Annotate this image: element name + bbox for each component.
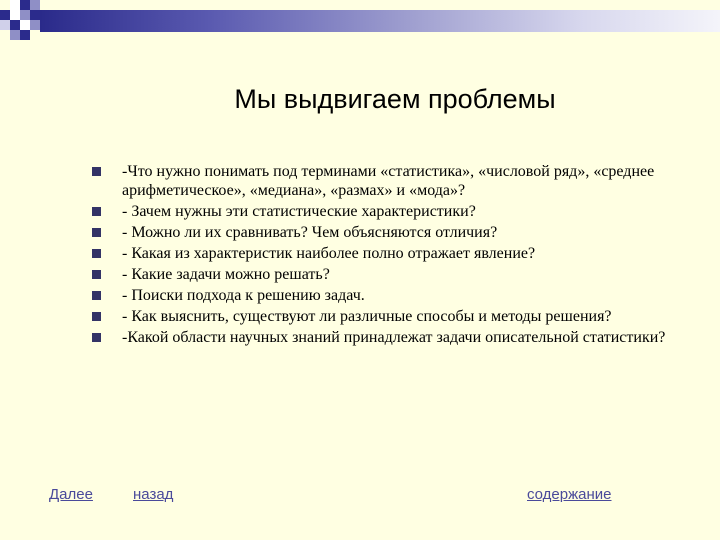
list-item (92, 223, 692, 242)
list-item (92, 244, 692, 263)
decor-square (10, 10, 20, 20)
decor-square (30, 10, 40, 20)
list-item (92, 202, 692, 221)
question-text: - Можно ли их сравнивать? Чем объясняются отличия? (122, 224, 498, 241)
header-gradient-bar (40, 10, 720, 32)
header-decoration (0, 0, 720, 42)
decor-square (10, 20, 20, 30)
square-bullet-icon (92, 291, 101, 300)
decor-square (20, 0, 30, 10)
decor-square (10, 0, 20, 10)
list-item (92, 307, 692, 326)
question-text: - Какая из характеристик наиболее полно отражает явление? (122, 245, 536, 262)
question-text: -Что нужно понимать под терминами «статистика», «числовой ряд», «среднее арифметическое», «медиана», «размах» и «мода»? (122, 163, 655, 199)
list-item (92, 162, 692, 200)
list-item (92, 265, 692, 284)
contents-link[interactable]: содержание (527, 486, 612, 503)
square-bullet-icon (92, 207, 101, 216)
decor-square (30, 0, 40, 10)
decor-square (0, 20, 10, 30)
list-item (92, 328, 692, 347)
square-bullet-icon (92, 167, 101, 176)
question-text: - Поиски подхода к решению задач. (122, 287, 365, 304)
slide-title: Мы выдвигаем проблемы (234, 84, 556, 114)
square-bullet-icon (92, 228, 101, 237)
question-text: -Какой области научных знаний принадлежат задачи описательной статистики? (122, 329, 666, 346)
decor-square (20, 20, 30, 30)
question-text: - Зачем нужны эти статистические характеристики? (122, 203, 476, 220)
decor-square (20, 30, 30, 40)
list-item (92, 286, 692, 305)
decor-square (30, 20, 40, 30)
decor-square (10, 30, 20, 40)
square-bullet-icon (92, 249, 101, 258)
square-bullet-icon (92, 312, 101, 321)
square-bullet-icon (92, 333, 101, 342)
decor-square (0, 10, 10, 20)
question-list (92, 162, 692, 349)
back-link[interactable]: назад (133, 486, 174, 503)
question-text: - Как выяснить, существуют ли различные способы и методы решения? (122, 308, 612, 325)
next-link[interactable]: Далее (49, 486, 93, 503)
decor-square (20, 10, 30, 20)
question-text: - Какие задачи можно решать? (122, 266, 330, 283)
square-bullet-icon (92, 270, 101, 279)
